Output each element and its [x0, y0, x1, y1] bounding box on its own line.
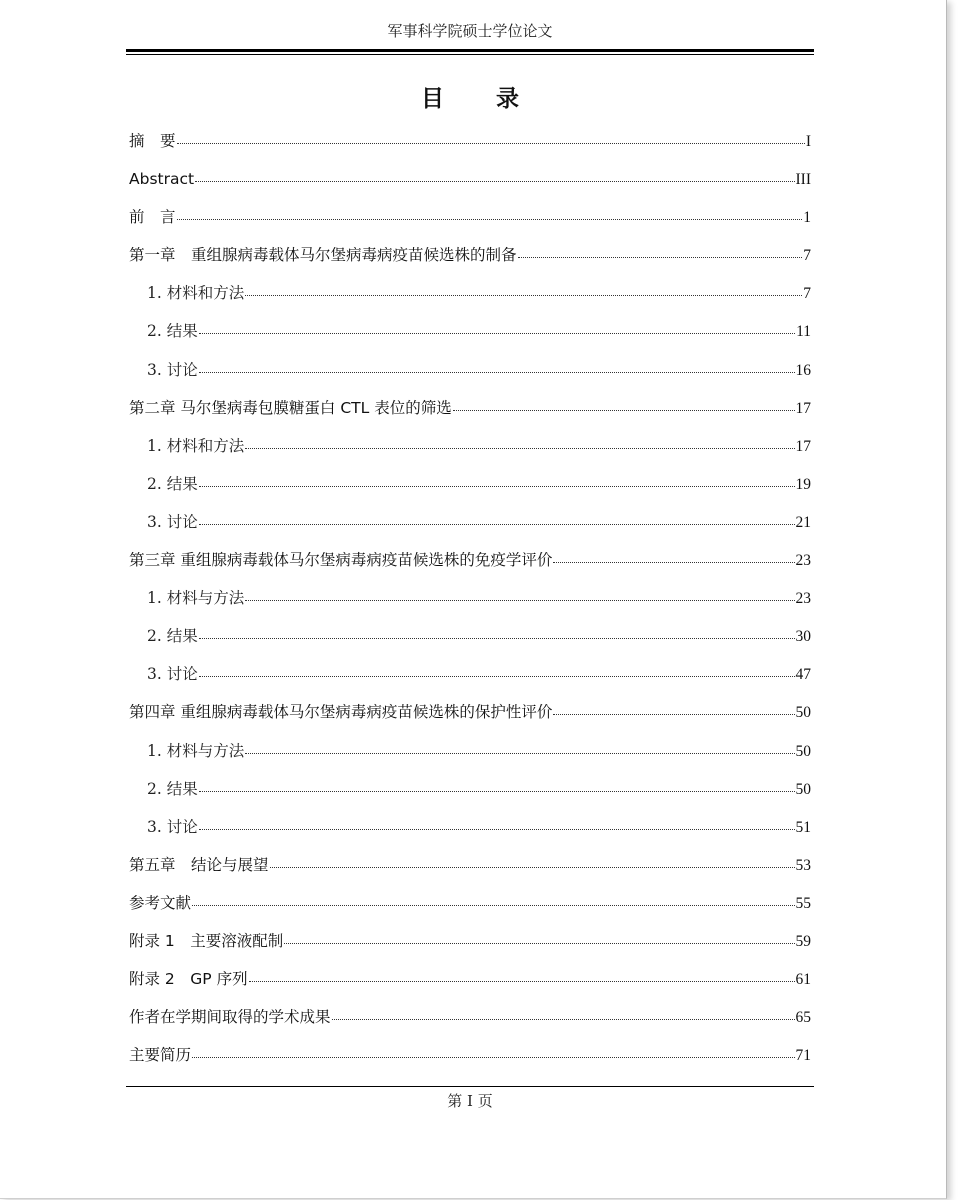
toc-entry[interactable]	[129, 660, 811, 698]
toc-entry-label: 第一章 重组腺病毒载体马尔堡病毒病疫苗候选株的制备	[129, 246, 517, 265]
toc-entry[interactable]	[129, 432, 811, 470]
toc-dot-leader	[245, 279, 802, 296]
toc-dot-leader	[199, 470, 795, 487]
toc-entry[interactable]	[129, 775, 811, 813]
toc-entry-label: 3. 讨论	[147, 512, 198, 531]
toc-entry-page: 23	[795, 552, 811, 570]
toc-entry[interactable]	[129, 546, 811, 584]
toc-entry[interactable]	[129, 584, 811, 622]
toc-entry-label: 3. 讨论	[147, 360, 198, 379]
toc-entry-page: 7	[803, 247, 811, 265]
toc-entry[interactable]	[129, 127, 811, 165]
toc-entry-page: 19	[795, 475, 811, 493]
toc-entry-label: 1. 材料与方法	[147, 589, 245, 608]
toc-entry[interactable]	[129, 356, 811, 394]
toc-title: 目 录	[420, 86, 541, 112]
toc-entry-page: 51	[795, 818, 811, 836]
toc-dot-leader	[199, 508, 795, 525]
toc-entry[interactable]	[129, 698, 811, 736]
running-header: 军事科学院硕士学位论文	[387, 22, 553, 40]
toc-entry[interactable]	[129, 203, 811, 241]
toc-entry-page: 50	[795, 780, 811, 798]
toc-dot-leader	[199, 660, 795, 677]
toc-entry-page: 53	[795, 856, 811, 874]
toc-entry-label: 2. 结果	[147, 322, 198, 341]
footer-rule	[126, 1086, 814, 1087]
header-rule-thin	[126, 54, 814, 55]
toc-dot-leader	[453, 394, 795, 411]
toc-entry[interactable]	[129, 394, 811, 432]
toc-entry-label: 3. 讨论	[147, 817, 198, 836]
toc-entry-page: 30	[795, 628, 811, 646]
toc-entry[interactable]	[129, 1041, 811, 1079]
toc-dot-leader	[332, 1003, 795, 1020]
toc-entry-label: 参考文献	[129, 893, 192, 912]
toc-entry-page: 47	[795, 666, 811, 684]
toc-entry-page: 11	[796, 323, 811, 341]
toc-entry[interactable]	[129, 241, 811, 279]
toc-dot-leader	[249, 965, 795, 982]
toc-entry-page: 71	[795, 1047, 811, 1065]
toc-dot-leader	[518, 241, 803, 258]
toc-entry-page: 50	[795, 742, 811, 760]
toc-entry-page: 16	[795, 361, 811, 379]
header-rule-thick	[126, 49, 814, 52]
toc-dot-leader	[270, 851, 795, 868]
toc-entry-page: 7	[803, 285, 811, 303]
toc-entry-page: 50	[795, 704, 811, 722]
toc-dot-leader	[284, 927, 794, 944]
toc-entry-label: 作者在学期间取得的学术成果	[129, 1008, 331, 1027]
toc-entry[interactable]	[129, 965, 811, 1003]
toc-dot-leader	[199, 813, 795, 830]
toc-entry-label: 1. 材料和方法	[147, 436, 245, 455]
toc-dot-leader	[199, 356, 795, 373]
toc-entry[interactable]	[129, 851, 811, 889]
toc-dot-leader	[553, 546, 794, 563]
toc-entry-label: 1. 材料和方法	[147, 284, 245, 303]
toc-entry-page: 17	[795, 437, 811, 455]
toc-entry-label: 2. 结果	[147, 627, 198, 646]
toc-entry-label: 2. 结果	[147, 474, 198, 493]
toc-entry[interactable]	[129, 470, 811, 508]
toc-entry[interactable]	[129, 317, 811, 355]
toc-entry-label: Abstract	[129, 170, 195, 189]
toc-entry[interactable]	[129, 622, 811, 660]
toc-entry-label: 附录 2 GP 序列	[129, 970, 248, 989]
toc-dot-leader	[199, 317, 795, 334]
toc-entry-page: I	[805, 133, 811, 150]
toc-entry-page: 17	[795, 399, 811, 417]
toc-entry-label: 第四章 重组腺病毒载体马尔堡病毒病疫苗候选株的保护性评价	[129, 703, 553, 722]
toc-dot-leader	[199, 775, 795, 792]
toc-entry-label: 前 言	[129, 208, 176, 227]
toc-dot-leader	[245, 432, 794, 449]
toc-dot-leader	[192, 1041, 794, 1058]
toc-entry[interactable]	[129, 508, 811, 546]
toc-entry-label: 第三章 重组腺病毒载体马尔堡病毒病疫苗候选株的免疫学评价	[129, 551, 553, 570]
toc-dot-leader	[553, 698, 794, 715]
toc-entry-page: 61	[795, 971, 811, 989]
toc-dot-leader	[245, 584, 794, 601]
toc-entry[interactable]	[129, 279, 811, 317]
toc-entry-label: 第二章 马尔堡病毒包膜糖蛋白 CTL 表位的筛选	[129, 398, 452, 417]
toc-entry-page: 23	[795, 590, 811, 608]
toc-list	[129, 127, 811, 1079]
toc-entry-label: 1. 材料与方法	[147, 741, 245, 760]
toc-dot-leader	[192, 889, 794, 906]
toc-entry-label: 附录 1 主要溶液配制	[129, 931, 284, 950]
toc-dot-leader	[245, 737, 794, 754]
toc-entry[interactable]	[129, 737, 811, 775]
toc-entry-page: 65	[795, 1009, 811, 1027]
toc-dot-leader	[195, 165, 794, 182]
toc-entry[interactable]	[129, 165, 811, 203]
toc-entry-page: III	[795, 171, 811, 189]
toc-entry-label: 3. 讨论	[147, 665, 198, 684]
toc-entry[interactable]	[129, 927, 811, 965]
toc-entry-page: 1	[803, 209, 811, 227]
toc-entry-label: 摘 要	[129, 132, 176, 150]
toc-dot-leader	[199, 622, 795, 639]
toc-entry-page: 21	[795, 513, 811, 531]
toc-entry[interactable]	[129, 813, 811, 851]
toc-entry-label: 第五章 结论与展望	[129, 855, 269, 874]
toc-entry-page: 55	[795, 894, 811, 912]
toc-dot-leader	[177, 127, 805, 144]
toc-entry[interactable]	[129, 889, 811, 927]
toc-dot-leader	[177, 203, 803, 220]
toc-entry-page: 59	[795, 932, 811, 950]
toc-entry-label: 主要简历	[129, 1046, 192, 1065]
toc-entry[interactable]	[129, 1003, 811, 1041]
page-number: 第 I 页	[447, 1092, 493, 1110]
toc-entry-label: 2. 结果	[147, 779, 198, 798]
